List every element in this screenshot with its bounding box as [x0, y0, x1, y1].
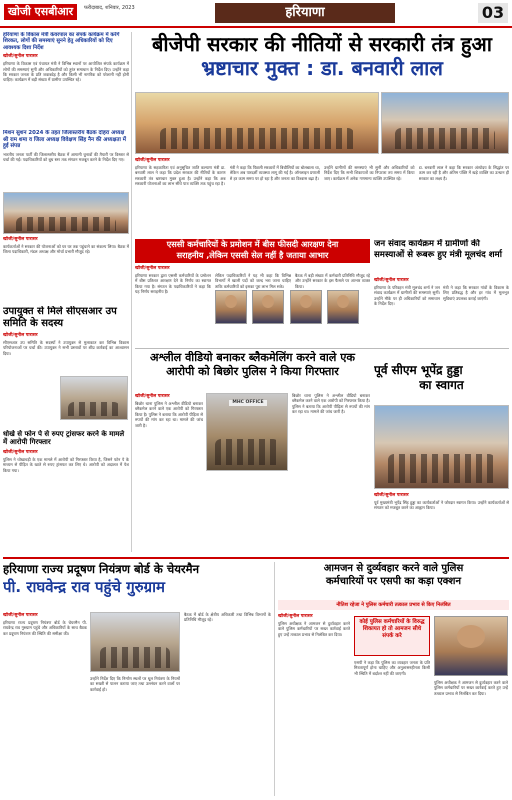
vision-photo	[3, 192, 129, 234]
lead-headline-line1: बीजेपी सरकार की नीतियों से सरकारी तंत्र हुआ	[152, 32, 492, 56]
ashleel-photo	[206, 393, 288, 471]
sub1-byline: खोजी/सुनील पाराशर	[3, 237, 38, 242]
dateline: फरीदाबाद, शनिवार, 2023	[84, 5, 135, 11]
bottom-divider	[3, 557, 509, 559]
lead-text-col3: उन्होंने ग्रामीणों की समस्याएं भी सुनीं और अधिकारियों को निर्देश दिए कि सभी शिकायतों का निपटारा तय समय में किया जाए। कार्यक्रम में अनेक गणमान्य व्यक्ति उपस्थित रहे।	[324, 165, 415, 181]
sc-headline-band	[135, 239, 370, 263]
aamjan-portrait	[434, 616, 508, 676]
aamjan-pull-quote: कोई पुलिस कर्मचारियों के विरुद्ध शिकायत हो तो आमजन सीधे संपर्क करे	[354, 616, 430, 656]
vision-article	[3, 130, 129, 190]
sc-portrait-3	[290, 290, 322, 324]
aamjan-body-col1	[278, 613, 350, 797]
aamjan-headline-box	[278, 562, 509, 600]
sub1-article	[3, 236, 129, 304]
pollution-text-col3: बैठक में बोर्ड के क्षेत्रीय अधिकारी तथा विभिन्न विभागों के प्रतिनिधि मौजूद रहे।	[184, 612, 271, 623]
paper-name: खोजी एसबीआर	[4, 4, 77, 20]
sc-headline-line2: सराहनीय ,लेकिन एससी सेल नहीं है जताया आभार	[176, 250, 329, 260]
ashleel-body-left	[135, 393, 203, 553]
intro-article	[3, 32, 129, 128]
pollution-headline-box	[3, 562, 271, 608]
ashleel-text-cont: बिछोर थाना पुलिस ने अश्लील वीडियो बनाकर ब्लैकमेल करने वाले एक आरोपी को गिरफ्तार किया है। पुलिस ने बताया कि आरोपी पीड़िता से रुपयों की मांग कर रहा था। मामले की जांच जारी है।	[292, 393, 370, 415]
lead-text-col4: डा. बनवारी लाल ने कहा कि सरकार अंत्योदय के सिद्धांत पर काम कर रही है और अंतिम पंक्ति में खड़े व्यक्ति का उत्थान ही सरकार का लक्ष्य है।	[418, 165, 509, 181]
sc-text-col3: बैठक में बड़ी संख्या में कर्मचारी प्रतिनिधि मौजूद रहे और उन्होंने सरकार के इस फैसले पर आभार व्यक्त किया।	[295, 273, 370, 289]
hooda-headline-line2: का स्वागत	[419, 378, 464, 392]
sc-headline-line1: एससी कर्मचारियों के प्रमोशन में बीस फीसदी आरक्षण देना	[166, 239, 339, 249]
lead-body	[135, 157, 509, 237]
dhokha-article	[3, 430, 129, 550]
lead-headline-line2: भ्रष्टाचार मुक्त : डा. बनवारी लाल	[201, 56, 443, 80]
sc-text-col1: हरियाणा सरकार द्वारा एससी कर्मचारियों के प्रमोशन में बीस प्रतिशत आरक्षण देने के निर्णय का स्वागत किया गया है। संगठन के पदाधिकारियों ने कहा कि यह निर्णय सराहनीय है।	[135, 273, 211, 295]
jan-samvad-text-col1: हरियाणा के परिवहन मंत्री मूलचंद शर्मा ने जन संवाद कार्यक्रम में ग्रामीणों की समस्याएं सुनीं। उन्होंने मौके पर ही अधिकारियों को समाधान के निर्देश दिए।	[374, 285, 440, 307]
ashleel-headline-line2: आरोपी को बिछोर पुलिस ने किया गिरफ्तार	[166, 365, 339, 378]
dhokha-byline: खोजी/सुनील पाराशर	[3, 449, 38, 455]
aamjan-text-col2: एसपी ने कहा कि पुलिस का व्यवहार जनता के प्रति मित्रतापूर्ण होना चाहिए और अनुशासनहीनता किसी भी स्थिति में बर्दाश्त नहीं की जाएगी।	[354, 660, 430, 676]
hooda-headline-line1: पूर्व सीएम भूपेंद्र हुड्डा	[374, 363, 463, 377]
intro-byline: खोजी/सुनील पाराशर	[3, 54, 38, 60]
lead-text-col2: मंत्री ने कहा कि पिछली सरकारों में बिचौलियों का बोलबाला था, लेकिन अब पारदर्शी व्यवस्था लागू की गई है। ऑनलाइन प्रणाली से हर काम समय पर हो रहा है और जनता का विश्वास बढ़ा है।	[229, 165, 320, 181]
lead-photo-crowd	[381, 92, 509, 154]
pollution-photo	[90, 612, 180, 672]
sc-portrait-1	[215, 290, 247, 324]
vision-text: भारतीय जनता पार्टी की जिलास्तरीय बैठक में आगामी चुनावों की तैयारी पर विस्तार से चर्चा की गई। पदाधिकारियों को बूथ स्तर तक संगठन मजबूत करने के निर्देश दिए गए।	[3, 151, 129, 163]
sc-byline: खोजी/सुनील पाराशर	[135, 266, 170, 271]
lead-photo-stage	[135, 92, 379, 154]
sc-portrait-4	[327, 290, 359, 324]
section-name: हरियाणा	[215, 3, 395, 23]
aamjan-byline: खोजी/सुनील पाराशर	[278, 614, 313, 619]
upadhyaksh-photo	[60, 376, 128, 420]
aamjan-headline-line1: आमजन से दुर्व्यवहार करने वाले पुलिस	[323, 563, 464, 574]
lead-text-col1: हरियाणा के सहकारिता एवं अनुसूचित जाति कल्याण मंत्री डा. बनवारी लाल ने कहा कि प्रदेश सरकार की नीतियों के कारण सरकारी तंत्र भ्रष्टाचार मुक्त हुआ है। उन्होंने कहा कि अब सरकारी योजनाओं का लाभ सीधे पात्र व्यक्ति तक पहुंच रहा है।	[135, 165, 226, 187]
lead-byline: खोजी/सुनील पाराशर	[135, 158, 170, 163]
pollution-body-col3	[184, 612, 271, 796]
ashleel-photo-label: MHC OFFICE	[229, 400, 267, 406]
intro-headline: हरियाणा के विकास मंत्री कंवरपाल का संपर्क कार्यक्रम में करेंगे शिरकत, लोगों की समस्याएं सुनने हेतु अधिकारियों को दिए आवश्यक दिशा निर्देश	[3, 32, 120, 51]
sc-text-col2: लेकिन पदाधिकारियों ने यह भी कहा कि विभिन्न विभागों में खाली पदों को जल्द भरा जाना चाहिए ताकि कर्मचारियों को इसका पूरा लाभ मिल सके।	[215, 273, 291, 289]
upadhyaksh-headline: उपायुक्त से मिले सीएसआर उप समिति के सदस्य	[3, 306, 117, 329]
pollution-body-col2	[90, 676, 180, 796]
ashleel-body-right	[292, 393, 370, 553]
dhokha-text: पुलिस ने धोखाधड़ी के एक मामले में आरोपी को गिरफ्तार किया है, जिसने फोन पे के माध्यम से पीड़ित के खाते से रुपए ट्रांसफर कर लिए थे। आरोपी को अदालत में पेश किया गया।	[3, 456, 129, 473]
sc-portrait-2	[252, 290, 284, 324]
intro-text: हरियाणा के विकास एवं पंचायत मंत्री ने विभिन्न स्थानों पर आयोजित संपर्क कार्यक्रम में लोगों की समस्याएं सुनीं और अधिकारियों को तुरंत समाधान के निर्देश दिए। उन्होंने कहा कि सरकार जनता के प्रति जवाबदेह है और किसी भी नागरिक को परेशानी नहीं होनी चाहिए। कार्यक्रम में बड़ी संख्या में ग्रामीण उपस्थित रहे।	[3, 61, 129, 83]
aamjan-text-col1: पुलिस अधीक्षक ने आमजन से दुर्व्यवहार करने वाले पुलिस कर्मचारियों पर सख्त कार्रवाई करते हुए उन्हें तत्काल प्रभाव से निलंबित कर दिया।	[278, 621, 350, 637]
dhokha-headline: धोखे से फोन पे से रुपए ट्रांसफर करने के मामले में आरोपी गिरफ्तार	[3, 430, 125, 447]
hooda-photo	[374, 405, 509, 489]
jan-samvad-byline: खोजी/सुनील पाराशर	[374, 278, 409, 283]
ashleel-headline-box	[135, 351, 370, 391]
pollution-headline-line2: पी. राघवेन्द्र राव पहुंचे गुरुग्राम	[3, 578, 165, 596]
upadhyaksh-byline: खोजी/सुनील पाराशर	[3, 333, 38, 338]
ashleel-headline-line1: अश्लील वीडियो बनाकर ब्लैकमेलिंग करने वाले एक	[149, 351, 356, 364]
ashleel-byline: खोजी/सुनील पाराशर	[135, 394, 170, 399]
hooda-headline-box	[374, 363, 509, 403]
upadhyaksh-text: सीएसआर उप समिति के सदस्यों ने उपायुक्त से मुलाकात कर विभिन्न विकास परियोजनाओं पर चर्चा की। उपायुक्त ने सभी प्रस्तावों पर शीघ्र कार्रवाई का आश्वासन दिया।	[3, 340, 129, 356]
lead-headline	[135, 32, 509, 90]
hooda-text: पूर्व मुख्यमंत्री भूपेंद्र सिंह हुड्डा का कार्यकर्ताओं ने जोरदार स्वागत किया। उन्होंने कार्यकर्ताओं से संगठन को मजबूत करने का आह्वान किया।	[374, 500, 509, 511]
masthead	[0, 0, 512, 28]
mid-divider	[135, 348, 509, 349]
pollution-byline: खोजी/सुनील पाराशर	[3, 613, 38, 618]
page-number: 03	[478, 3, 508, 23]
pollution-text-col1: हरियाणा राज्य प्रदूषण नियंत्रण बोर्ड के चेयरमैन पी. राघवेन्द्र राव गुरुग्राम पहुंचे और अधिकारियों के साथ बैठक कर प्रदूषण नियंत्रण की स्थिति की समीक्षा की।	[3, 620, 87, 636]
aamjan-subhead-box	[278, 600, 509, 610]
jan-samvad-headline: जन संवाद कार्यक्रम में ग्रामीणों की समस्याओं से रूबरू हुए मंत्री मूलचंद शर्मा	[374, 239, 502, 260]
bottom-column-divider	[274, 562, 275, 796]
aamjan-text-col3: पुलिस अधीक्षक ने आमजन से दुर्व्यवहार करने वाले पुलिस कर्मचारियों पर सख्त कार्रवाई करते हुए उन्हें तत्काल प्रभाव से निलंबित कर दिया।	[434, 680, 508, 696]
pollution-body-col1	[3, 612, 87, 796]
aamjan-body-col3	[434, 680, 508, 796]
pollution-headline-line1: हरियाणा राज्य प्रदूषण नियंत्रण बोर्ड के चेयरमैन	[3, 562, 200, 576]
aamjan-headline-line2: कर्मचारियों पर एसपी का कड़ा एक्शन	[325, 576, 461, 587]
column-divider	[131, 32, 132, 552]
aamjan-body-col2	[354, 660, 430, 796]
jan-samvad-text-col2: मंत्री ने कहा कि सरकार गांवों के विकास के लिए प्रतिबद्ध है और हर गांव में मूलभूत सुविधाएं उपलब्ध कराई जाएंगी।	[443, 285, 509, 301]
hooda-body	[374, 492, 509, 552]
vision-headline: मिशन सुशन 2024 के तहत जिलास्तरीय बैठक दोहरा अध्यक्ष श्री राम शमा व जिला अध्यक्ष विवेक्षण सिंह नैन की अध्यक्षता में हुई संपन्न	[3, 130, 126, 150]
pollution-text-col2: उन्होंने निर्देश दिए कि निर्माण स्थलों पर धूल नियंत्रण के नियमों का सख्ती से पालन कराया जाए तथा उल्लंघन करने वालों पर कार्रवाई हो।	[90, 676, 180, 692]
sub1-text: कार्यकर्ताओं ने सरकार की योजनाओं को घर घर तक पहुंचाने का संकल्प लिया। बैठक में जिला पदाधिकारी, मंडल अध्यक्ष और मोर्चा प्रभारी मौजूद रहे।	[3, 244, 129, 255]
hooda-byline: खोजी/सुनील पाराशर	[374, 493, 409, 498]
jan-samvad-headline-box	[374, 239, 509, 275]
aamjan-subhead: नीतिश रहेजा ने पुलिस कर्मचारी तत्काल प्रभाव से किए निलंबित	[336, 602, 451, 608]
ashleel-text: बिछोर थाना पुलिस ने अश्लील वीडियो बनाकर ब्लैकमेल करने वाले एक आरोपी को गिरफ्तार किया है। पुलिस ने बताया कि आरोपी पीड़िता से रुपयों की मांग कर रहा था। मामले की जांच जारी है।	[135, 401, 203, 428]
